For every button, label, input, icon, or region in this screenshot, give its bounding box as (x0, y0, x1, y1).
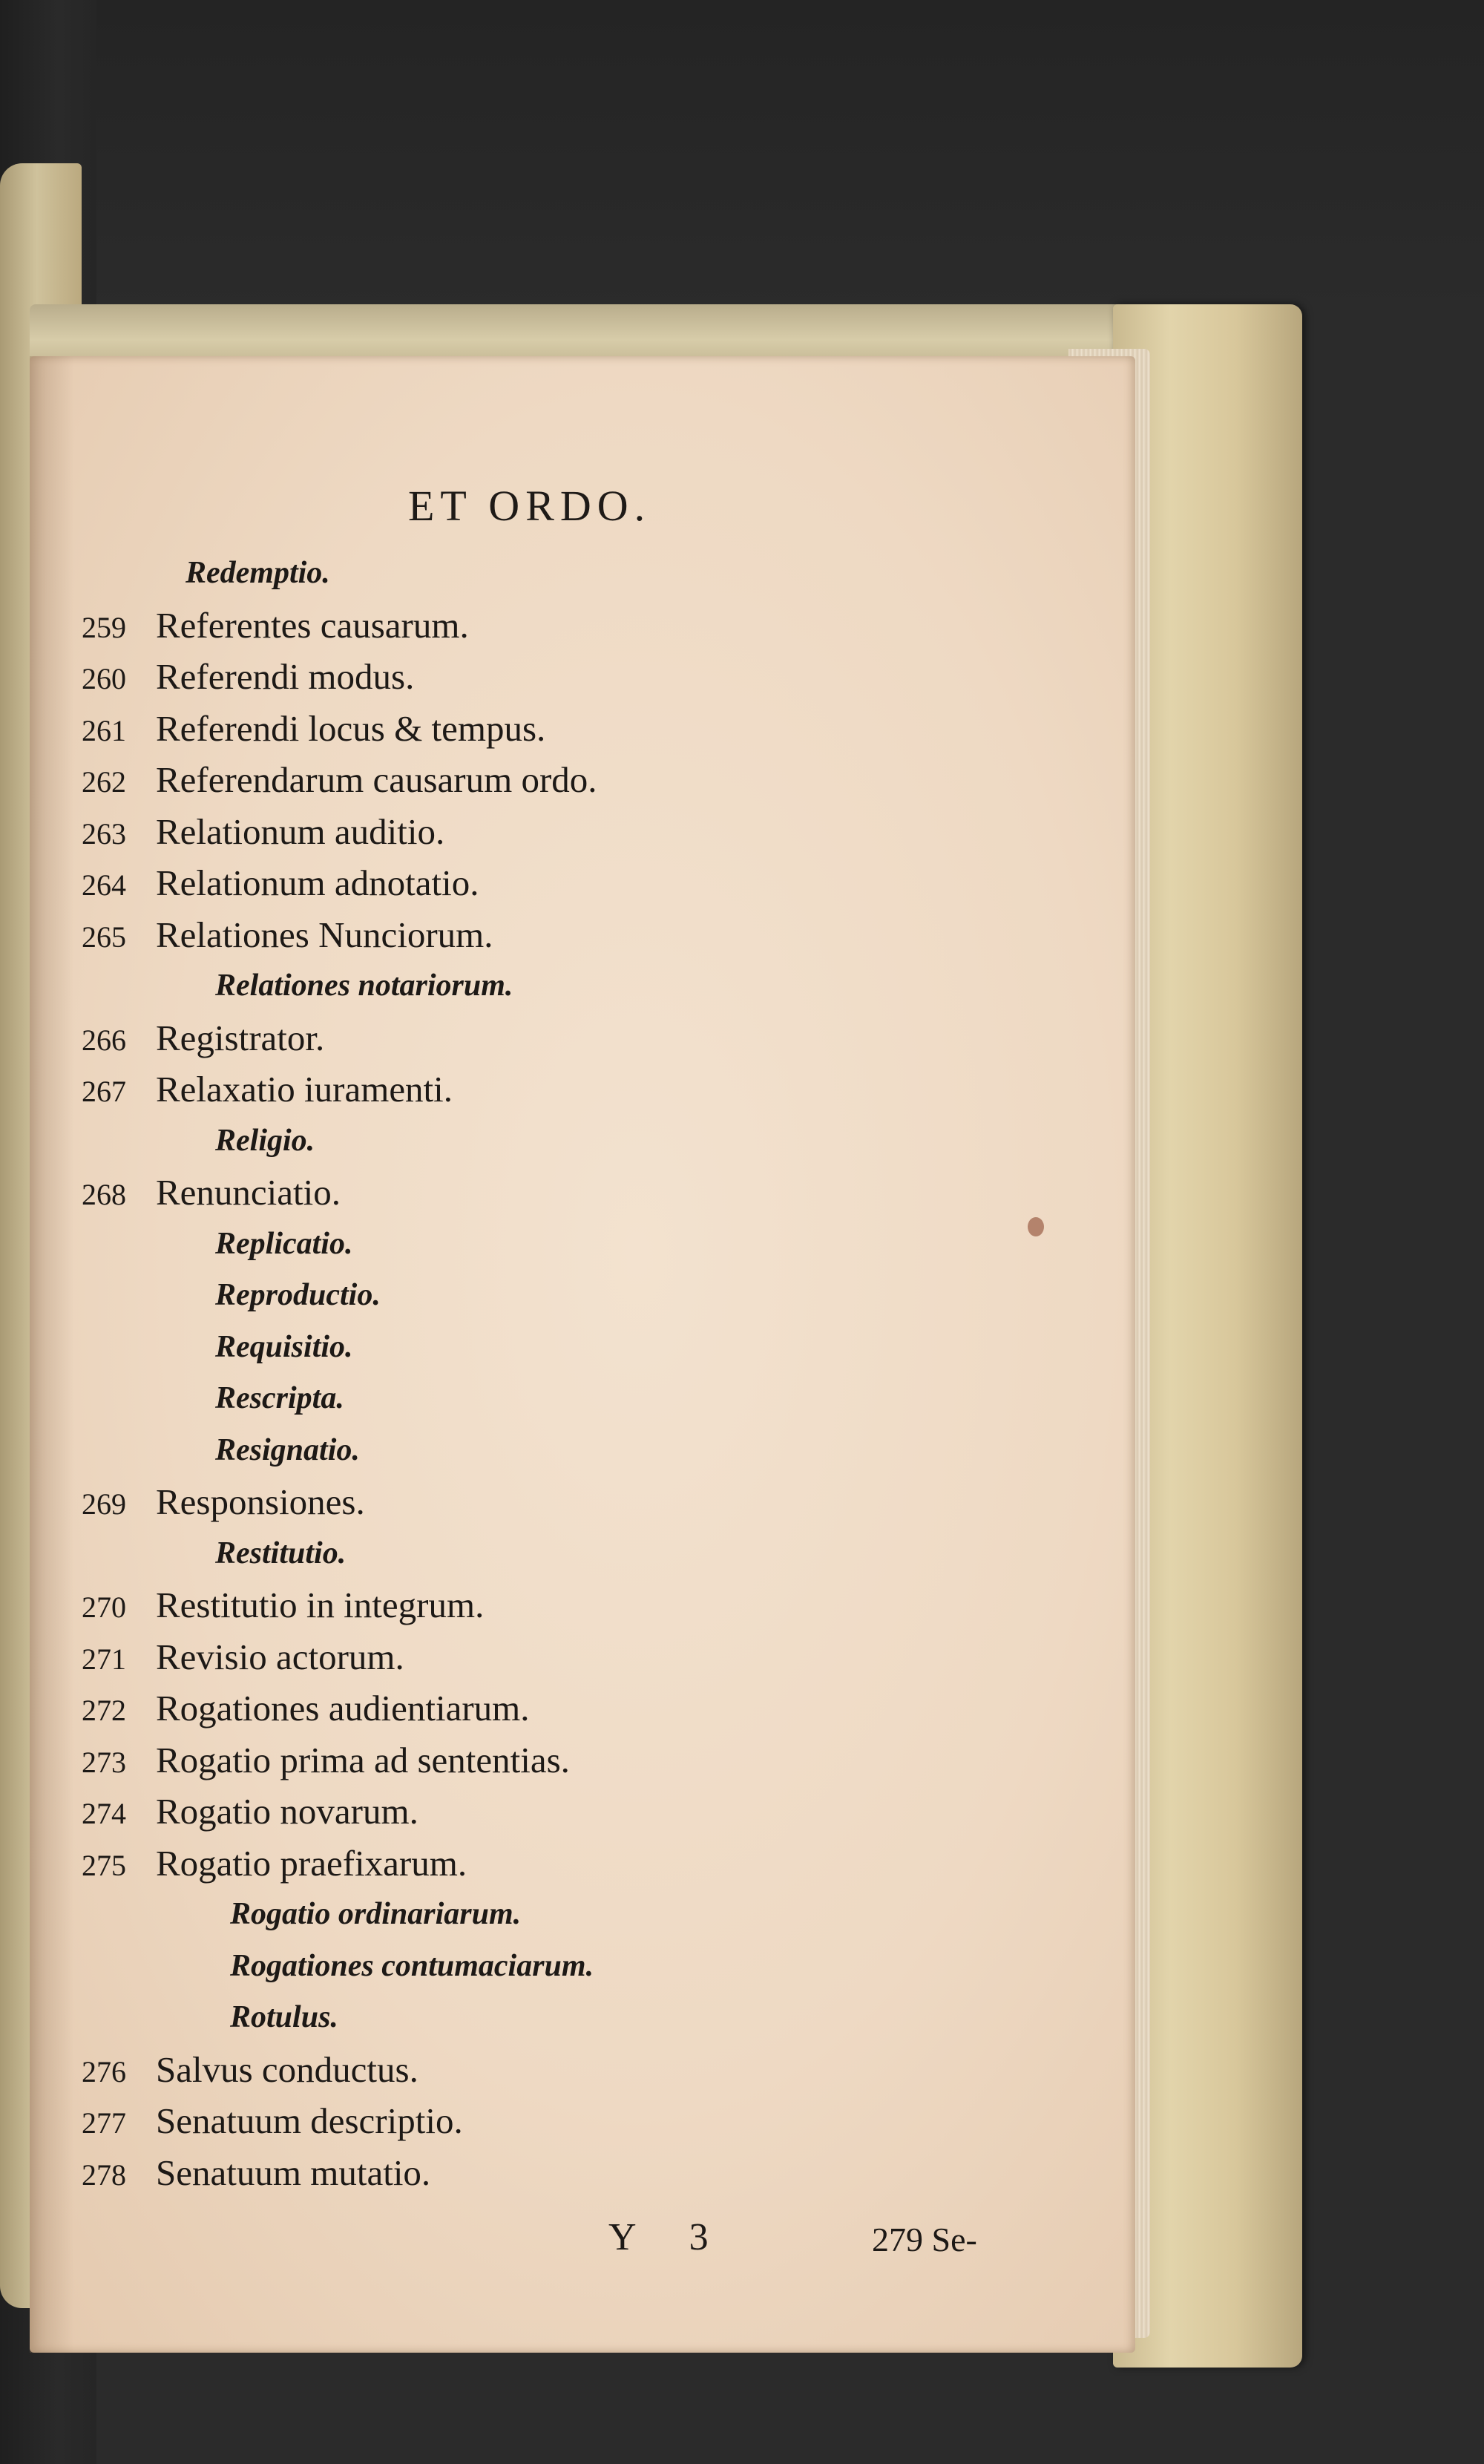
entry-number: 272 (82, 1694, 126, 1727)
entry-text: Religio. (215, 1123, 315, 1158)
entry-text: Salvus conductus. (156, 2048, 418, 2090)
index-subheading (82, 1322, 1106, 1374)
index-subheading (82, 1992, 1106, 2044)
entry-number: 274 (82, 1797, 126, 1830)
index-entry (82, 806, 1106, 858)
index-subheading (82, 548, 1106, 600)
page-footer (82, 2215, 1106, 2267)
entry-text: Redemptio. (186, 556, 330, 590)
entry-text: Restitutio in integrum. (156, 1585, 485, 1625)
ink-speck (1028, 1217, 1044, 1236)
entry-text: Referentes causarum. (156, 604, 469, 646)
index-entry (82, 857, 1106, 909)
index-subheading (82, 1270, 1106, 1322)
entry-number: 260 (82, 662, 126, 695)
index-entry (82, 2147, 1106, 2199)
book-page (30, 356, 1135, 2353)
index-entry (82, 1786, 1106, 1838)
entry-text: Responsiones. (156, 1481, 365, 1522)
index-entry (82, 1476, 1106, 1528)
entry-number: 267 (82, 1075, 126, 1108)
index-entries (82, 548, 1106, 2198)
index-entry (82, 1167, 1106, 1219)
entry-number: 261 (82, 713, 126, 747)
entry-text: Resignatio. (215, 1432, 360, 1467)
entry-text: Senatuum mutatio. (156, 2152, 431, 2193)
entry-text: Rogatio praefixarum. (156, 1842, 467, 1884)
entry-text: Relationum adnotatio. (156, 862, 479, 903)
entry-text: Rogationes contumaciarum. (230, 1948, 594, 1983)
entry-number: 276 (82, 2054, 126, 2088)
entry-text: Renunciatio. (156, 1172, 341, 1213)
entry-text: Rogationes audientiarum. (156, 1688, 530, 1729)
entry-text: Registrator. (156, 1017, 325, 1058)
index-subheading (82, 1889, 1106, 1941)
entry-number: 277 (82, 2106, 126, 2140)
gutter-shadow (30, 356, 74, 2353)
entry-number: 269 (82, 1487, 126, 1521)
entry-text: Referendi modus. (156, 656, 415, 697)
index-subheading (82, 1219, 1106, 1271)
entry-text: Referendi locus & tempus. (156, 707, 546, 749)
index-entry (82, 1734, 1106, 1786)
entry-text: Relationum auditio. (156, 810, 445, 852)
index-entry (82, 2095, 1106, 2147)
index-entry (82, 1579, 1106, 1631)
entry-text: Rogatio prima ad sententias. (156, 1739, 570, 1780)
index-subheading (82, 1425, 1106, 1477)
index-subheading (82, 1528, 1106, 1580)
entry-text: Rogatio novarum. (156, 1791, 418, 1832)
entry-text: Relaxatio iuramenti. (156, 1069, 453, 1110)
entry-number: 273 (82, 1745, 126, 1779)
index-entry (82, 909, 1106, 961)
index-entry (82, 1838, 1106, 1890)
index-entry (82, 1064, 1106, 1115)
entry-text: Senatuum descriptio. (156, 2100, 463, 2141)
index-subheading (82, 1941, 1106, 1993)
entry-number: 268 (82, 1178, 126, 1211)
entry-text: Revisio actorum. (156, 1636, 404, 1677)
running-head: ET ORDO. (408, 482, 651, 530)
entry-text: Requisitio. (215, 1329, 353, 1364)
entry-text: Rescripta. (215, 1381, 344, 1415)
entry-text: Restitutio. (215, 1536, 347, 1570)
background-surface (0, 0, 1484, 312)
index-entry (82, 1682, 1106, 1734)
entry-number: 262 (82, 765, 126, 799)
entry-number: 265 (82, 920, 126, 954)
entry-number: 270 (82, 1590, 126, 1624)
entry-text: Referendarum causarum ordo. (156, 759, 597, 800)
entry-number: 264 (82, 868, 126, 902)
entry-text: Reproductio. (215, 1278, 381, 1312)
signature-mark: Y 3 (608, 2216, 731, 2258)
index-entry (82, 600, 1106, 652)
index-entry (82, 1012, 1106, 1064)
entry-number: 271 (82, 1642, 126, 1676)
entry-text: Relationes Nunciorum. (156, 914, 493, 955)
entry-number: 263 (82, 816, 126, 851)
entry-number: 259 (82, 610, 126, 644)
entry-number: 278 (82, 2157, 126, 2192)
index-subheading (82, 1115, 1106, 1167)
entry-text: Rotulus. (230, 2000, 338, 2034)
entry-number: 266 (82, 1023, 126, 1057)
index-entry (82, 754, 1106, 806)
catchword: 279 Se- (872, 2221, 977, 2258)
entry-text: Replicatio. (215, 1226, 353, 1261)
index-subheading (82, 960, 1106, 1012)
entry-number: 275 (82, 1848, 126, 1882)
index-entry (82, 1631, 1106, 1683)
index-subheading (82, 1373, 1106, 1425)
entry-text: Rogatio ordinariarum. (230, 1897, 522, 1931)
index-entry (82, 2044, 1106, 2096)
index-entry (82, 703, 1106, 755)
entry-text: Relationes notariorum. (215, 969, 513, 1003)
index-entry (82, 651, 1106, 703)
